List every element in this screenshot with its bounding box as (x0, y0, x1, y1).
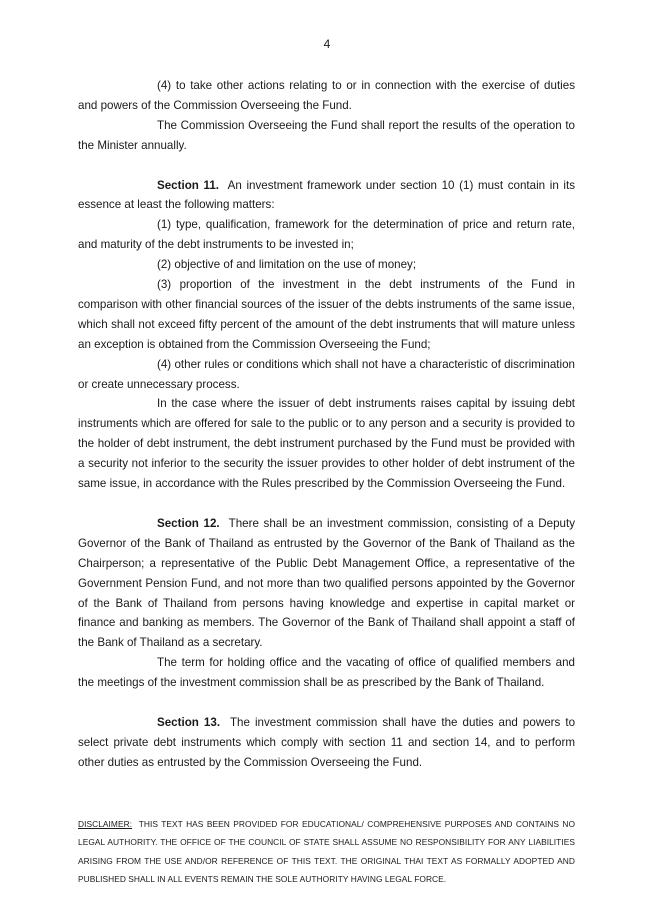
paragraph-text: The term for holding office and the vacating of office of qualified members and the meetings of the investment commission shall be as prescribed by the Bank of Thailand. (78, 656, 575, 690)
paragraph-item-4-rules (78, 355, 575, 395)
section-13-heading: Section 13. (157, 715, 221, 729)
paragraph-item-3 (78, 275, 575, 355)
paragraph-text: (3) proportion of the investment in the debt instruments of the Fund in comparison with other financial sources of the issuer of the debts instruments of the same issue, which shall not exceed fifty percent of the amount of the debt instruments that will mature unless an exception is obtained from the Commission Overseeing the Fund; (78, 278, 575, 351)
paragraph-security-case (78, 394, 575, 494)
section-12-heading: Section 12. (157, 516, 220, 530)
disclaimer-text: THIS TEXT HAS BEEN PROVIDED FOR EDUCATIONAL/ COMPREHENSIVE PURPOSES AND CONTAINS NO LEGAL AUTHORITY. THE OFFICE OF THE COUNCIL OF STATE SHALL ASSUME NO RESPONSIBILITY FOR ANY LIABILITIES ARISING FROM THE USE AND/OR REFERENCE OF THIS TEXT. THE ORIGINAL THAI TEXT AS FORMALLY ADOPTED AND PUBLISHED SHALL IN ALL EVENTS REMAIN THE SOLE AUTHORITY HAVING LEGAL FORCE. (78, 819, 576, 884)
paragraph-text: The investment commission shall have the duties and powers to select private debt instruments which comply with section 11 and section 14, and to perform other duties as entrusted by the Commission Overseeing the Fund. (78, 715, 576, 769)
paragraph-text: In the case where the issuer of debt instruments raises capital by issuing debt instruments which are offered for sale to the public or to any person and a security is provided to the holder of debt instrument, the debt instrument purchased by the Fund must be provided with a security not inferior to the security the issuer provides to other holder of debt instrument of the same issue, in accordance with the Rules prescribed by the Commission Overseeing the Fund. (78, 397, 575, 491)
paragraph-text: There shall be an investment commission, consisting of a Deputy Governor of the Bank of Thailand as entrusted by the Governor of the Bank of Thailand as the Chairperson; a representative of the Public Debt Management Office, a representative of the Government Pension Fund, and not more than two qualified persons appointed by the Governor of the Bank of Thailand from persons having knowledge and expertise in capital market or finance and banking as members. The Governor of the Bank of Thailand shall appoint a staff of the Bank of Thailand as a secretary. (78, 516, 575, 650)
paragraph-text: (4) to take other actions relating to or in connection with the exercise of duties and powers of the Commission Overseeing the Fund. (78, 79, 575, 112)
page-number: 4 (323, 37, 331, 51)
paragraph-report-annually (78, 116, 575, 156)
paragraph-item-1 (78, 215, 575, 255)
paragraph-text: (4) other rules or conditions which shall not have a characteristic of discrimination or create unnecessary process. (78, 357, 575, 391)
paragraph-text: (2) objective of and limitation on the use of money; (157, 258, 417, 272)
paragraph-item-4 (78, 76, 575, 116)
section-11-heading: Section 11. (157, 178, 219, 192)
paragraph-item-2 (78, 255, 575, 275)
section-11-paragraph (78, 176, 575, 216)
section-13-paragraph (78, 713, 575, 773)
disclaimer-label: DISCLAIMER: (78, 819, 133, 829)
section-12-paragraph (78, 514, 575, 653)
paragraph-text: An investment framework under section 10 (1) must contain in its essence at least the following matters: (78, 178, 575, 212)
paragraph-term-of-office (78, 653, 575, 693)
paragraph-text: The Commission Overseeing the Fund shall report the results of the operation to the Minister annually. (78, 118, 575, 152)
paragraph-text: (1) type, qualification, framework for the determination of price and return rate, and maturity of the debt instruments to be invested in; (78, 218, 575, 252)
document-body (78, 76, 575, 773)
disclaimer (78, 815, 575, 888)
